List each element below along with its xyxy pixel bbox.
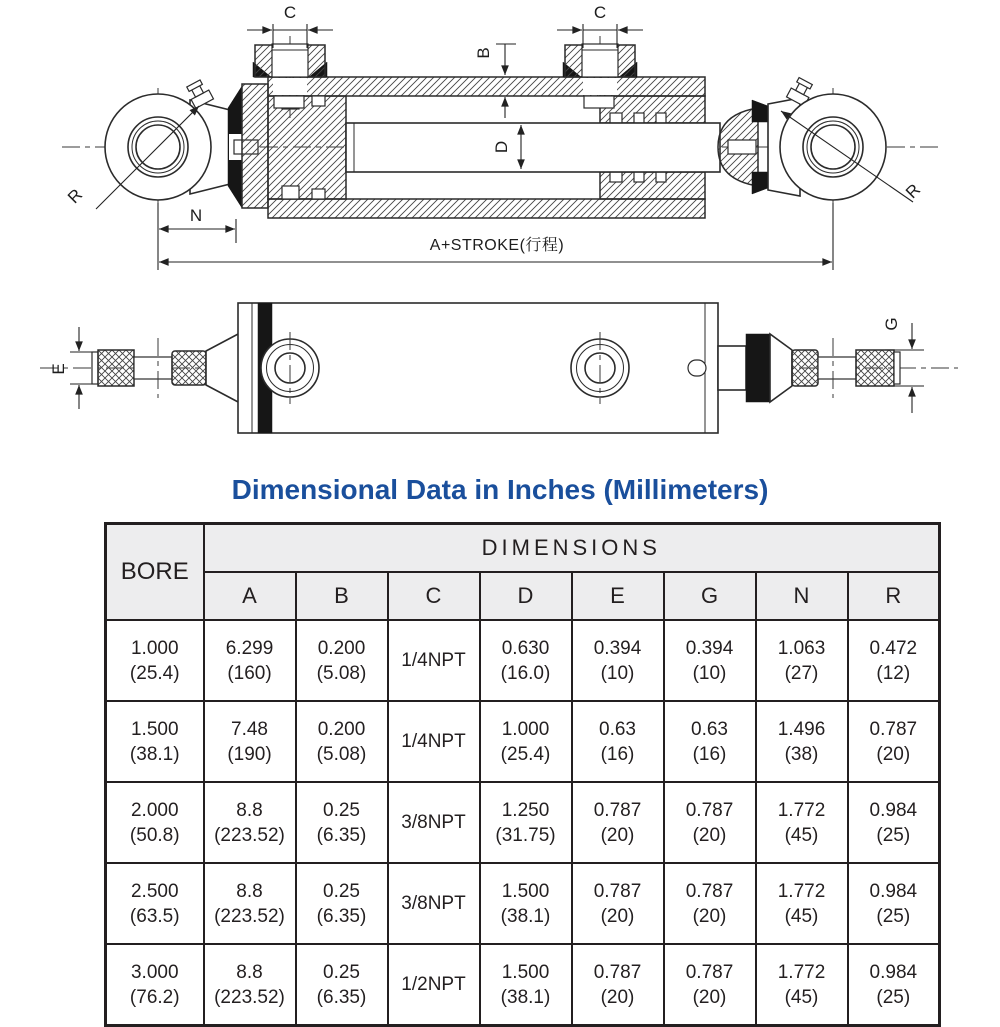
cell-a: 7.48 (190) <box>204 701 296 782</box>
label-c2: C <box>593 3 607 22</box>
cell-b: 0.200 (5.08) <box>296 620 388 701</box>
cell-d: 1.250 (31.75) <box>480 782 572 863</box>
end-nub <box>688 360 706 376</box>
cell-a: 8.8 (223.52) <box>204 944 296 1026</box>
left-thread <box>172 351 206 385</box>
cell-g: 0.787 (20) <box>664 944 756 1026</box>
cylinder-drawing <box>0 0 1000 470</box>
cell-n: 1.063 (27) <box>756 620 848 701</box>
section-view <box>62 3 938 270</box>
cell-r: 0.787 (20) <box>848 701 940 782</box>
right-cone <box>770 334 792 402</box>
right-stud <box>728 140 756 154</box>
bore-header: BORE <box>106 524 204 621</box>
cell-g: 0.787 (20) <box>664 863 756 944</box>
cell-b: 0.200 (5.08) <box>296 701 388 782</box>
col-header-d: D <box>480 572 572 620</box>
cell-g: 0.63 (16) <box>664 701 756 782</box>
cell-e: 0.787 (20) <box>572 782 664 863</box>
cell-c: 3/8NPT <box>388 863 480 944</box>
right-thread <box>792 350 818 386</box>
col-header-g: G <box>664 572 756 620</box>
left-eye-edge <box>98 350 134 386</box>
table-row <box>106 944 940 1026</box>
label-d: D <box>492 140 511 154</box>
label-b: B <box>474 47 493 59</box>
page-title: Dimensional Data in Inches (Millimeters) <box>231 474 769 505</box>
rear-cap <box>242 84 268 208</box>
cell-bore: 3.000 (76.2) <box>106 944 204 1026</box>
right-eye-edge <box>856 350 894 386</box>
barrel-top-wall <box>268 77 705 96</box>
cell-d: 1.500 (38.1) <box>480 863 572 944</box>
cell-r: 0.984 (25) <box>848 863 940 944</box>
cell-bore: 1.500 (38.1) <box>106 701 204 782</box>
cell-b: 0.25 (6.35) <box>296 863 388 944</box>
label-r-left: R <box>64 185 87 208</box>
piston <box>268 96 346 199</box>
barrel-bottom-wall <box>268 199 705 218</box>
plan-view <box>40 303 958 433</box>
cell-e: 0.63 (16) <box>572 701 664 782</box>
gland-nut <box>718 346 746 390</box>
rod-eye-right <box>780 94 913 202</box>
cell-d: 0.630 (16.0) <box>480 620 572 701</box>
cell-c: 1/4NPT <box>388 701 480 782</box>
cell-r: 0.472 (12) <box>848 620 940 701</box>
col-header-e: E <box>572 572 664 620</box>
right-seal-band <box>746 334 770 402</box>
cell-d: 1.500 (38.1) <box>480 944 572 1026</box>
cell-n: 1.496 (38) <box>756 701 848 782</box>
technical-drawing <box>0 0 1000 470</box>
cell-d: 1.000 (25.4) <box>480 701 572 782</box>
label-r-right: R <box>902 180 925 203</box>
cell-c: 3/8NPT <box>388 782 480 863</box>
right-seal-bottom <box>752 172 768 194</box>
cell-a: 6.299 (160) <box>204 620 296 701</box>
cell-b: 0.25 (6.35) <box>296 944 388 1026</box>
label-n: N <box>189 206 203 225</box>
left-cone <box>206 333 240 403</box>
cell-r: 0.984 (25) <box>848 782 940 863</box>
cell-n: 1.772 (45) <box>756 782 848 863</box>
cell-e: 0.394 (10) <box>572 620 664 701</box>
label-e: E <box>49 363 68 375</box>
cell-a: 8.8 (223.52) <box>204 863 296 944</box>
column-header-row <box>106 572 940 620</box>
col-header-n: N <box>756 572 848 620</box>
table-row <box>106 620 940 701</box>
label-a-stroke: A+STROKE(行程) <box>429 237 565 254</box>
cell-e: 0.787 (20) <box>572 944 664 1026</box>
right-seal-top <box>752 100 768 122</box>
cell-bore: 1.000 (25.4) <box>106 620 204 701</box>
dimensions-header: DIMENSIONS <box>204 524 940 573</box>
dimension-n <box>158 203 236 270</box>
cell-e: 0.787 (20) <box>572 863 664 944</box>
label-g: G <box>882 317 901 331</box>
cell-g: 0.394 (10) <box>664 620 756 701</box>
cell-c: 1/2NPT <box>388 944 480 1026</box>
cell-a: 8.8 (223.52) <box>204 782 296 863</box>
col-header-c: C <box>388 572 480 620</box>
cell-bore: 2.000 (50.8) <box>106 782 204 863</box>
col-header-b: B <box>296 572 388 620</box>
cell-n: 1.772 (45) <box>756 863 848 944</box>
col-header-r: R <box>848 572 940 620</box>
table-row <box>106 701 940 782</box>
piston-rod <box>346 123 720 172</box>
table-row <box>106 782 940 863</box>
cell-b: 0.25 (6.35) <box>296 782 388 863</box>
cell-g: 0.787 (20) <box>664 782 756 863</box>
table-row <box>106 863 940 944</box>
cell-r: 0.984 (25) <box>848 944 940 1026</box>
cell-bore: 2.500 (63.5) <box>106 863 204 944</box>
label-c1: C <box>283 3 297 22</box>
col-header-a: A <box>204 572 296 620</box>
cell-c: 1/4NPT <box>388 620 480 701</box>
cell-n: 1.772 (45) <box>756 944 848 1026</box>
dimension-table <box>104 522 941 1027</box>
